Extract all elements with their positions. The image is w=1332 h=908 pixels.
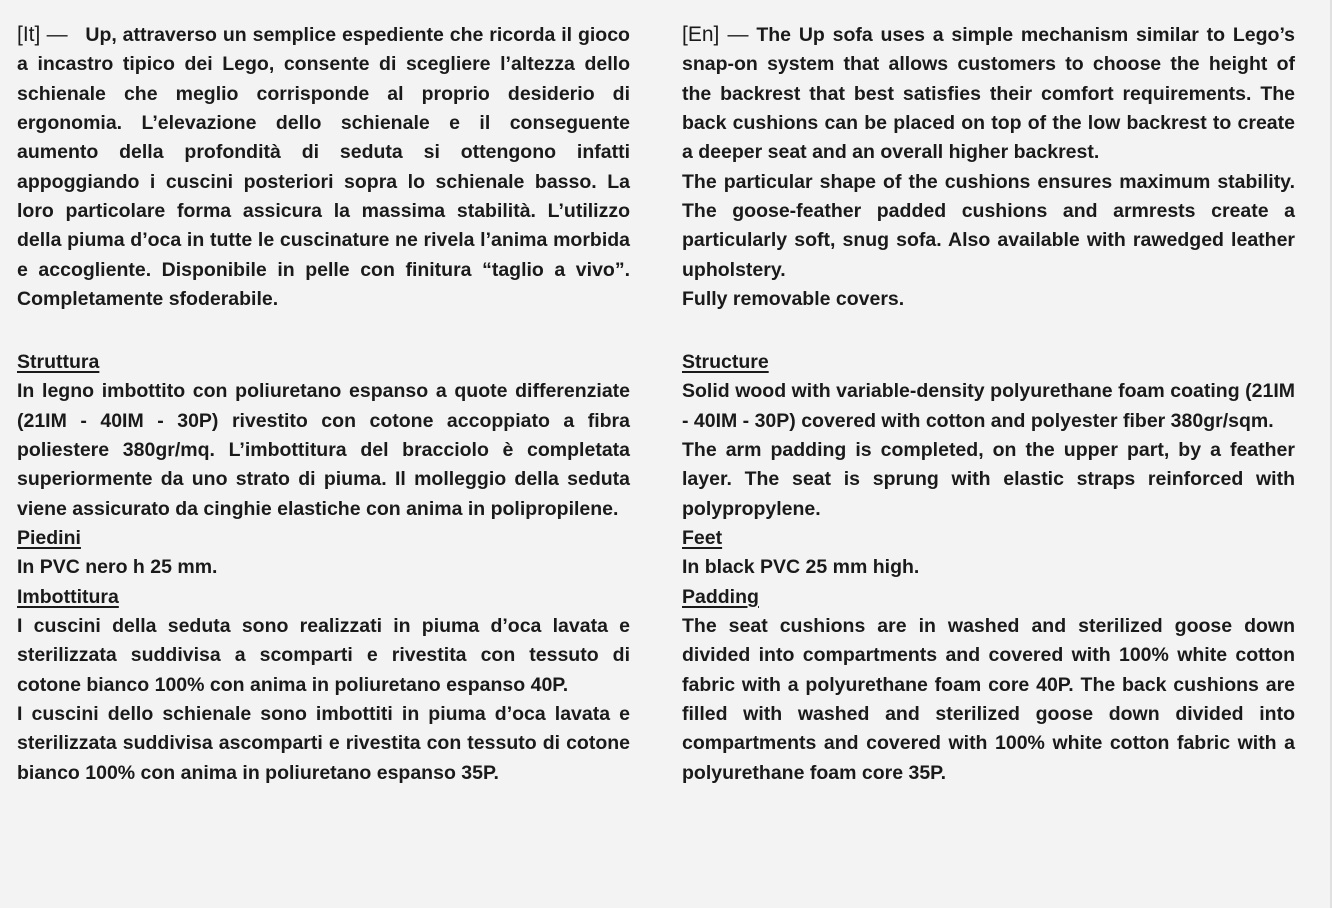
- italian-column: [17, 20, 630, 788]
- italian-structure-text: In legno imbottito con poliuretano espanso a quote differenziate (21IM - 40IM - 30P) rivestito con cotone accoppiato a fibra poliestere 380gr/mq. L’imbottitura del bracciolo è completata superiormente da uno strato di piuma. Il molleggio della seduta viene assicurato da cinghie elastiche con anima in polipropilene.: [17, 380, 630, 520]
- english-column: [682, 20, 1295, 788]
- english-intro-paragraph-3: Fully removable covers.: [682, 288, 905, 311]
- english-structure-heading: Structure: [682, 351, 769, 373]
- italian-feet-text: In PVC nero h 25 mm.: [17, 556, 218, 579]
- english-feet-heading: Feet: [682, 527, 723, 550]
- english-structure-text-1: Solid wood with variable-density polyurethane foam coating (21IM - 40IM - 30P) covered with cotton and polyester fiber 380gr/sqm.: [682, 380, 1295, 432]
- english-intro-text-1: The Up sofa uses a simple mechanism similar to Lego’s snap-on system that allows customers to choose the height of the backrest that best satisfies their comfort requirements. The back cushions can be placed on top of the low backrest to create a deeper seat and an overall higher backrest.: [682, 24, 1295, 164]
- italian-padding-text-2: I cuscini dello schienale sono imbottiti in piuma d’oca lavata e sterilizzata suddivisa ascomparti e rivestita con tessuto di cotone bianco 100% con anima in poliuretano espanso 35P.: [17, 703, 630, 784]
- english-feet-text: In black PVC 25 mm high.: [682, 556, 920, 579]
- italian-language-tag: [It] —: [17, 23, 68, 46]
- english-language-tag: [En] —: [682, 23, 749, 46]
- english-intro-section: [682, 20, 1295, 348]
- english-intro-paragraph-2: The particular shape of the cushions ensures maximum stability. The goose-feather padded cushions and armrests create a particularly soft, snug sofa. Also available with rawedged leather upholstery.: [682, 170, 1295, 281]
- italian-feet-heading: Piedini: [17, 527, 81, 550]
- italian-intro-section: [17, 20, 630, 348]
- english-intro-paragraph-1: [682, 20, 1295, 168]
- english-padding-heading: Padding: [682, 585, 759, 608]
- italian-intro-text: Up, attraverso un semplice espediente che ricorda il gioco a incastro tipico dei Lego, consente di scegliere l’altezza dello schienale che meglio corrisponde al proprio desiderio di ergonomia. L’elevazione dello schienale e il conseguente aumento della profondità di seduta si ottengono infatti appoggiando i cuscini posteriori sopra lo schienale basso. La loro particolare forma assicura la massima stabilità. L’utilizzo della piuma d’oca in tutte le cuscinature ne rivela l’anima morbida e accogliente. Disponibile in pelle con finitura “taglio a vivo”. Completamente sfoderabile.: [17, 24, 630, 311]
- english-padding-text: The seat cushions are in washed and sterilized goose down divided into compartments and covered with 100% white cotton fabric with a polyurethane foam core 40P. The back cushions are filled with washed and sterilized goose down divided into compartments and covered with 100% white cotton fabric with a polyurethane foam core 35P.: [682, 615, 1295, 784]
- italian-intro-paragraph: [17, 20, 630, 314]
- italian-padding-text-1: I cuscini della seduta sono realizzati in piuma d’oca lavata e sterilizzata suddivisa a scomparti e rivestita con tessuto di cotone bianco 100% con anima in poliuretano espanso 40P.: [17, 615, 630, 696]
- italian-padding-heading: Imbottitura: [17, 585, 119, 608]
- italian-structure-heading: Struttura: [17, 351, 100, 373]
- english-structure-text-2: The arm padding is completed, on the upper part, by a feather layer. The seat is sprung with elastic straps reinforced with polypropylene.: [682, 439, 1295, 520]
